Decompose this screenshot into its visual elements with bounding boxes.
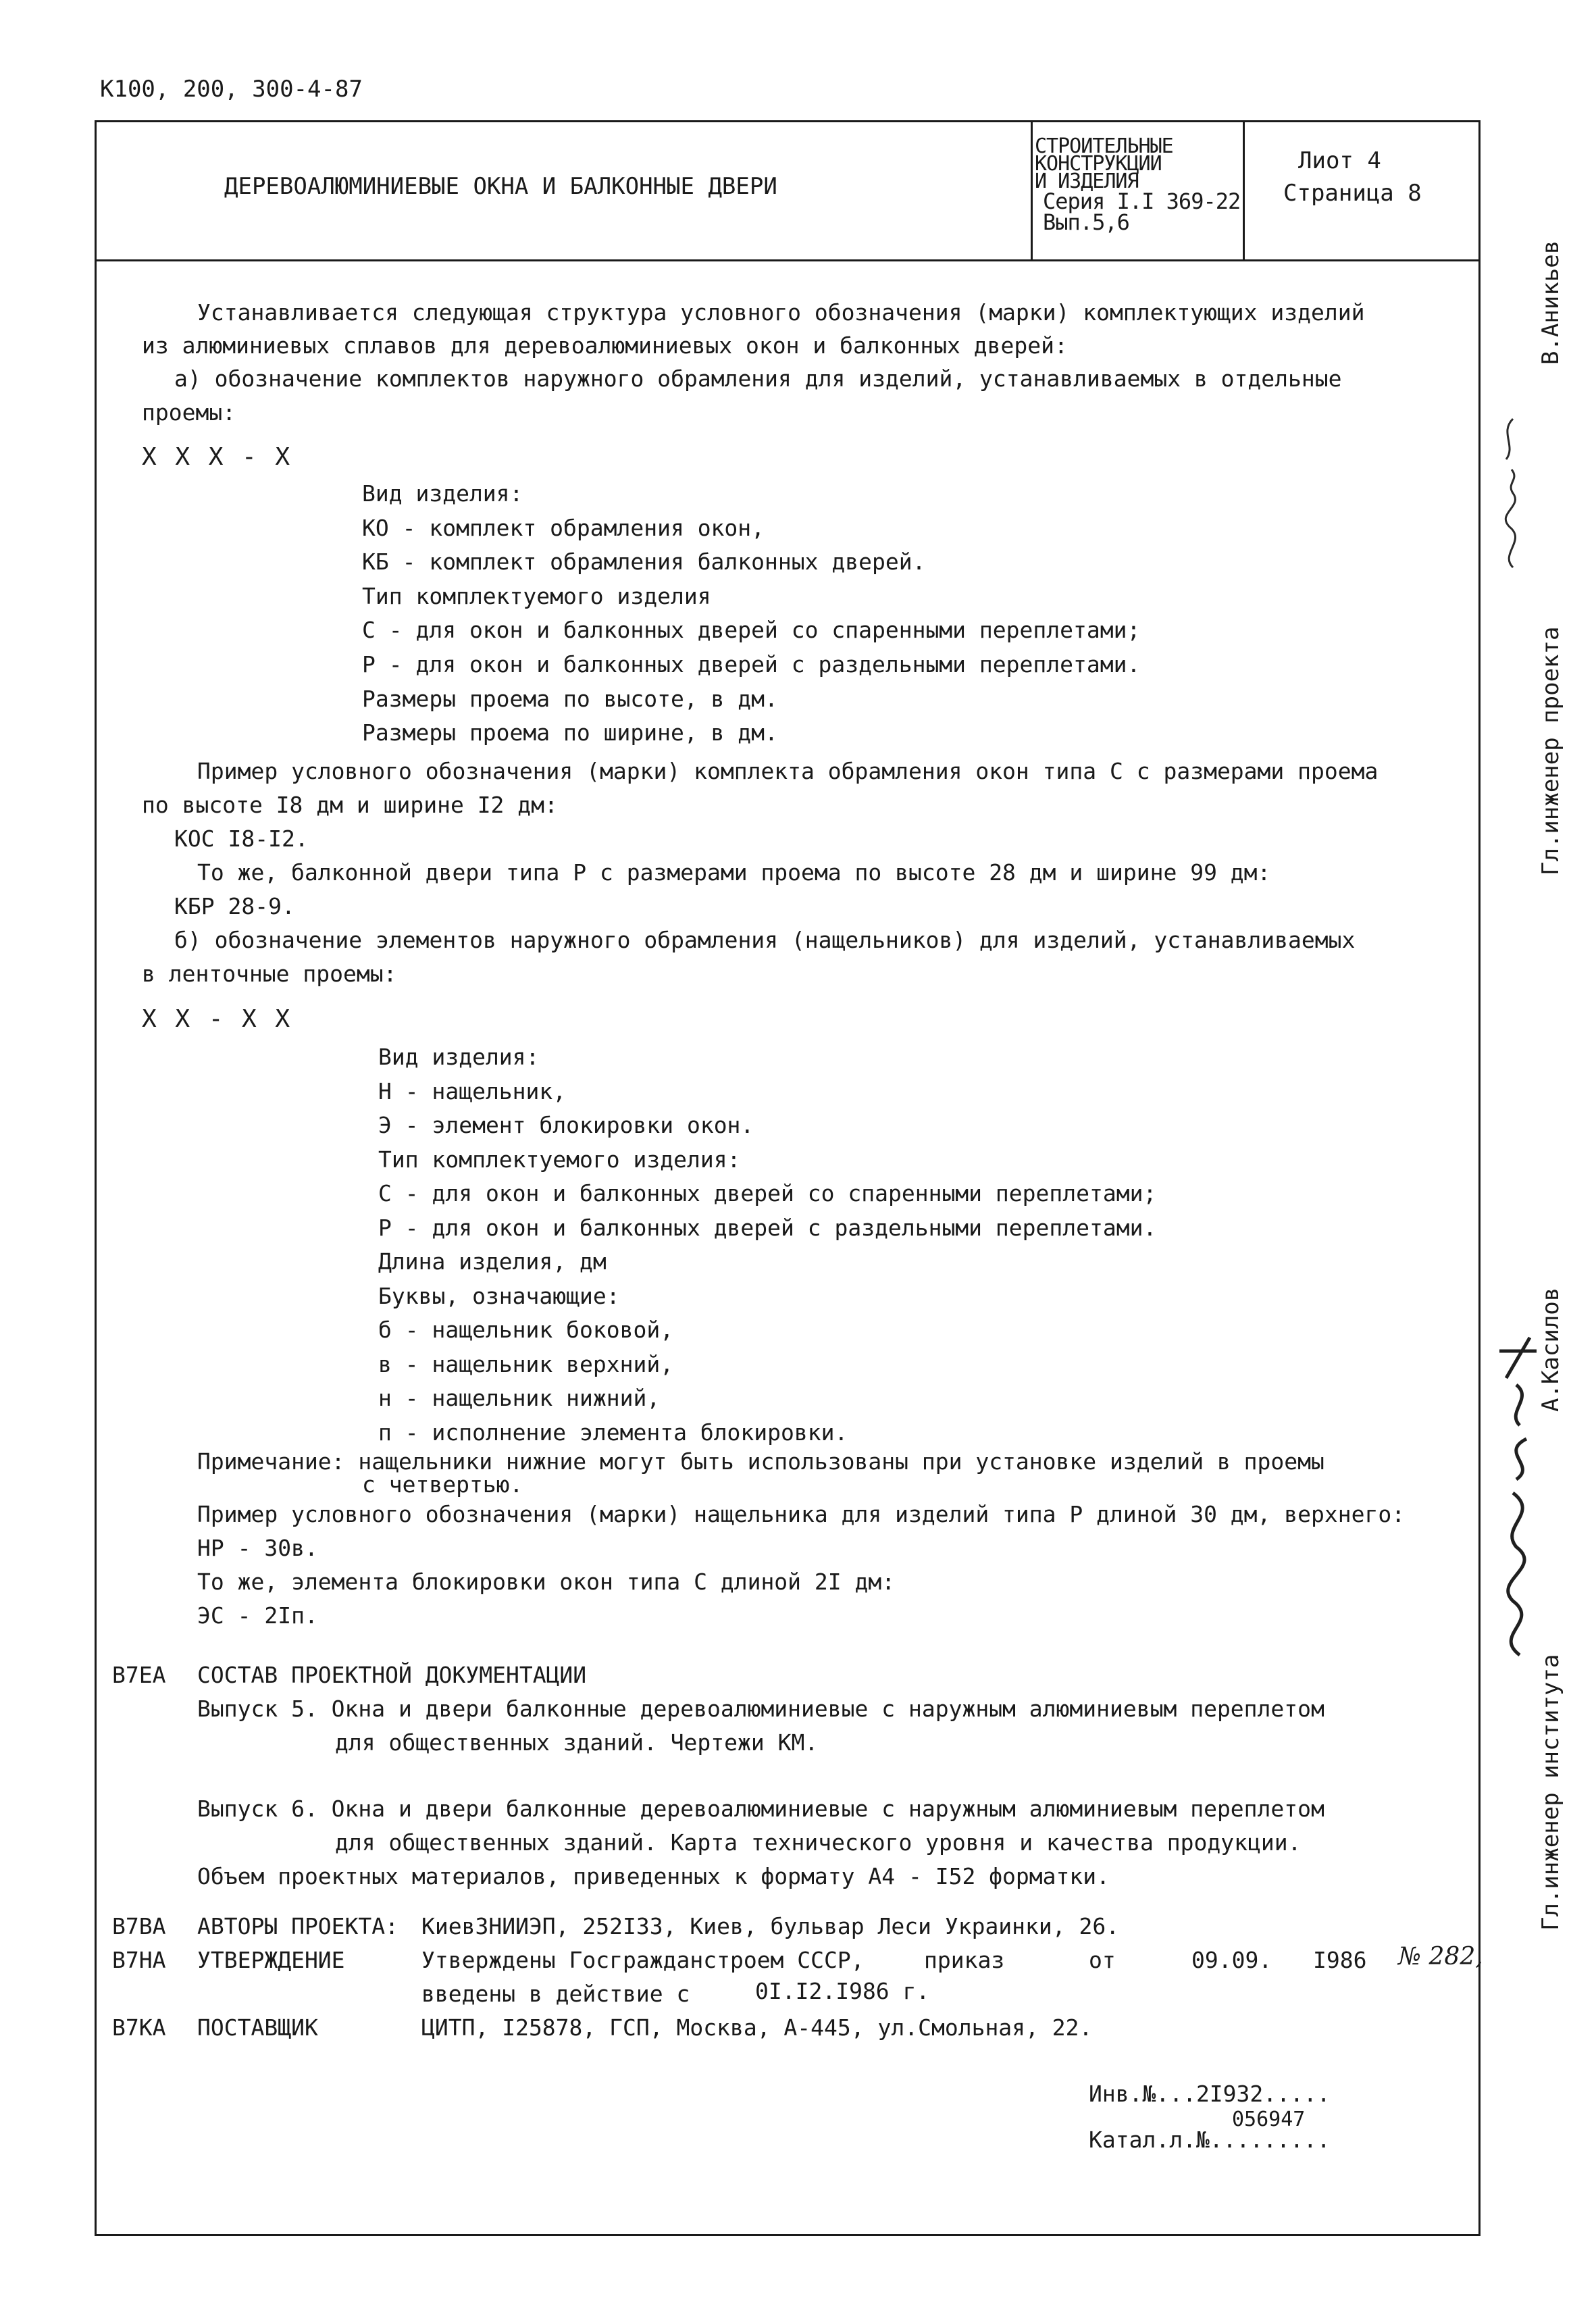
header-vline-2 — [1243, 120, 1245, 261]
header-vline-1 — [1031, 120, 1033, 261]
supplier-text: ЦИТП, I25878, ГСП, Москва, А-445, ул.Смольная, 22. — [421, 2014, 1093, 2041]
section-a-line-2: проемы: — [142, 399, 236, 426]
issue-6-line-2: для общественных зданий. Карта технического уровня и качества продукции. — [335, 1829, 1302, 1856]
intro-line-1: Устанавливается следующая структура условного обозначения (марки) комплектующих изделий — [197, 299, 1365, 326]
series-line-5: Вып.5,6 — [1043, 209, 1129, 235]
chief-project-label: Гл.инженер проекта — [1537, 626, 1564, 875]
series-line-4: Серия I.I 369-22 — [1043, 188, 1241, 214]
list-b — [378, 1040, 1156, 1450]
signature-chief-project — [1486, 405, 1540, 574]
series-line-1: СТРОИТЕЛЬНЫЕ — [1035, 134, 1173, 158]
chief-project-name: В.Аникьев — [1537, 240, 1564, 365]
list-b-item: Н - нащельник, — [378, 1077, 567, 1104]
catalog-label: Катал.л.№......... — [1089, 2127, 1331, 2153]
scheme-b: X X - X X — [142, 1005, 290, 1033]
list-b-item: Вид изделия: — [378, 1044, 540, 1070]
chief-institute-name: А.Касилов — [1537, 1287, 1564, 1412]
section-b-line-1: б) обозначение элементов наружного обрамления (нащельников) для изделий, устанавливаемых — [174, 927, 1356, 953]
list-b-item: в - нащельник верхний, — [378, 1350, 674, 1377]
volume-line: Объем проектных материалов, приведенных к формату А4 - I52 форматки. — [197, 1863, 1110, 1889]
note-line-1: Примечание: нащельники нижние могут быть использованы при установке изделий в проемы — [197, 1448, 1324, 1475]
list-a-item: С - для окон и балконных дверей со спаренными переплетами; — [362, 617, 1141, 644]
header-divider — [95, 259, 1481, 261]
approve-date: 09.09. — [1191, 1947, 1272, 1973]
list-b-item: Длина изделия, дм — [378, 1248, 607, 1275]
example-4-line-1: То же, элемента блокировки окон типа С длиной 2I дм: — [197, 1569, 896, 1595]
list-b-item: н - нащельник нижний, — [378, 1385, 661, 1411]
list-a-item: Р - для окон и балконных дверей с раздельными переплетами. — [362, 651, 1141, 678]
approve-order: приказ — [924, 1947, 1005, 1973]
list-b-item: п - исполнение элемента блокировки. — [378, 1419, 848, 1446]
example-1-line-1: Пример условного обозначения (марки) комплекта обрамления окон типа С с размерами проема — [197, 758, 1379, 784]
issue-6-line-1: Выпуск 6. Окна и двери балконные деревоалюминиевые с наружным алюминиевым переплетом — [197, 1796, 1324, 1822]
margin-divider-2 — [1479, 1918, 1481, 1939]
enact-date: 0I.I2.I986 г. — [755, 1978, 930, 2004]
list-a-item: Вид изделия: — [362, 480, 523, 507]
list-b-item: Э - элемент блокировки окон. — [378, 1112, 754, 1138]
list-b-item: Р - для окон и балконных дверей с раздельными переплетами. — [378, 1214, 1157, 1241]
chief-institute-label: Гл.инженер института — [1537, 1654, 1564, 1931]
issue-5-line-1: Выпуск 5. Окна и двери балконные деревоалюминиевые с наружным алюминиевым переплетом — [197, 1696, 1324, 1722]
example-1-mark: КОС I8-I2. — [174, 825, 309, 852]
list-b-item: Тип комплектуемого изделия: — [378, 1146, 741, 1173]
approve-year: I986 — [1313, 1947, 1367, 1973]
catalog-number: 056947 — [1232, 2108, 1306, 2131]
page-number: Страница 8 — [1283, 180, 1422, 207]
list-b-item: С - для окон и балконных дверей со спаренными переплетами; — [378, 1180, 1157, 1206]
supplier-label: ПОСТАВЩИК — [197, 2014, 318, 2041]
example-4-mark: ЭС - 2Iп. — [197, 1602, 318, 1629]
authors-text: КиевЗНИИЭП, 252I33, Киев, бульвар Леси Украинки, 26. — [421, 1913, 1120, 1939]
docs-title: СОСТАВ ПРОЕКТНОЙ ДОКУМЕНТАЦИИ — [197, 1662, 587, 1688]
series-block — [1035, 134, 1241, 235]
example-2-mark: КБР 28-9. — [174, 893, 295, 919]
list-a — [362, 477, 1140, 751]
authors-code: В7ВА — [112, 1913, 166, 1939]
list-a-item: КО - комплект обрамления окон, — [362, 514, 765, 541]
list-a-item: КБ - комплект обрамления балконных дверей. — [362, 549, 926, 576]
approve-code: В7НА — [112, 1947, 166, 1973]
margin-divider-1 — [1479, 885, 1481, 1304]
section-b-line-2: в ленточные проемы: — [142, 961, 397, 987]
approve-text: Утверждены Госгражданстроем СССР, — [421, 1947, 865, 1973]
enact-text: введены в действие с — [421, 1981, 690, 2007]
inventory-number: Инв.№...2I932..... — [1089, 2081, 1331, 2107]
series-line-3: И ИЗДЕЛИЯ — [1035, 170, 1139, 193]
series-line-2: КОНСТРУКЦИИ — [1035, 152, 1162, 176]
approve-number: № 282, — [1398, 1943, 1483, 1971]
authors-label: АВТОРЫ ПРОЕКТА: — [197, 1913, 399, 1939]
scheme-a: X X X - X — [142, 443, 290, 471]
list-a-item: Размеры проема по ширине, в дм. — [362, 719, 778, 746]
header-title: ДЕРЕВОАЛЮМИНИЕВЫЕ ОКНА И БАЛКОННЫЕ ДВЕРИ — [224, 173, 777, 200]
supplier-code: В7КА — [112, 2014, 166, 2041]
example-3-line-1: Пример условного обозначения (марки) нащельника для изделий типа Р длиной 30 дм, верхнего: — [197, 1501, 1406, 1527]
list-a-item: Размеры проема по высоте, в дм. — [362, 685, 778, 712]
list-b-item: Буквы, означающие: — [378, 1282, 620, 1309]
approve-label: УТВЕРЖДЕНИЕ — [197, 1947, 345, 1973]
section-a-line-1: а) обозначение комплектов наружного обрамления для изделий, устанавливаемых в отдельные — [174, 365, 1342, 392]
example-2-line-1: То же, балконной двери типа Р с размерами проема по высоте 28 дм и ширине 99 дм: — [197, 859, 1271, 886]
document-code: К100, 200, 300-4-87 — [100, 76, 363, 103]
example-1-line-2: по высоте I8 дм и ширине I2 дм: — [142, 792, 558, 818]
approve-from: от — [1089, 1947, 1116, 1973]
intro-line-2: из алюминиевых сплавов для деревоалюминиевых окон и балконных дверей: — [142, 332, 1068, 359]
example-3-mark: НР - 30в. — [197, 1535, 318, 1561]
sheet-number: Лиот 4 — [1298, 147, 1381, 174]
issue-5-line-2: для общественных зданий. Чертежи КМ. — [335, 1729, 819, 1756]
note-line-2: с четвертью. — [362, 1471, 523, 1498]
list-a-item: Тип комплектуемого изделия — [362, 582, 711, 609]
docs-code: В7ЕА — [112, 1662, 166, 1688]
signature-chief-institute — [1479, 1311, 1553, 1662]
list-b-item: б - нащельник боковой, — [378, 1317, 674, 1343]
